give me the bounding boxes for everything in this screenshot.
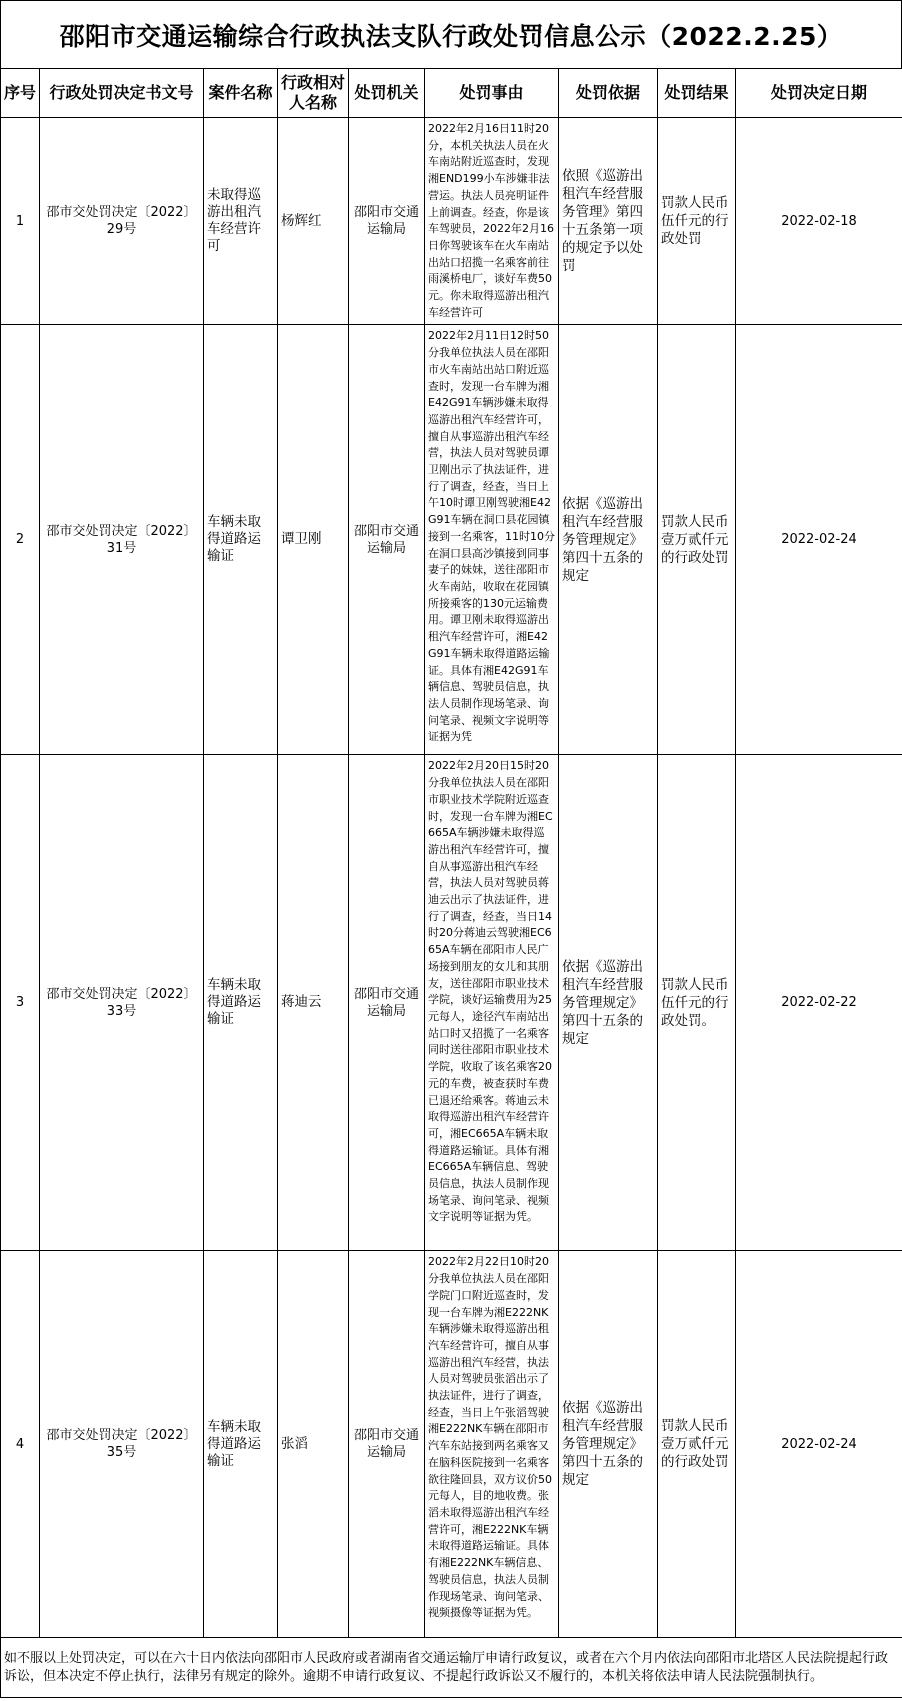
header-row bbox=[1, 69, 902, 118]
cell-basis: 依据《巡游出租汽车经营服务管理规定》第四十五条的规定 bbox=[559, 1251, 658, 1638]
cell-doc-no: 邵市交处罚决定〔2022〕31号 bbox=[40, 325, 204, 755]
cell-date: 2022-02-24 bbox=[736, 1251, 902, 1638]
cell-result: 罚款人民币伍仟元的行政处罚 bbox=[658, 118, 736, 325]
cell-seq: 3 bbox=[1, 755, 40, 1251]
footer-row bbox=[1, 1638, 902, 1698]
cell-result: 罚款人民币壹万贰仟元的行政处罚 bbox=[658, 325, 736, 755]
table-row bbox=[1, 755, 902, 1251]
cell-doc-no: 邵市交处罚决定〔2022〕35号 bbox=[40, 1251, 204, 1638]
header-case-name: 案件名称 bbox=[204, 69, 278, 118]
cell-reason: 2022年2月16日11时20分，本机关执法人员在火车南站附近巡查时，发现湘END199小车涉嫌非法营运。执法人员亮明证件上前调查。经查，你是该车驾驶员，2022年2月16日你驾驶该车在火车南站出站口招揽一名乘客前往雨溪桥电厂，谈好车费50元。你未取得巡游出租汽车经营许可 bbox=[425, 118, 559, 325]
table-row bbox=[1, 118, 902, 325]
header-seq: 序号 bbox=[1, 69, 40, 118]
header-doc-no: 行政处罚决定书文号 bbox=[40, 69, 204, 118]
cell-case-name: 车辆未取得道路运输证 bbox=[204, 325, 278, 755]
cell-result: 罚款人民币壹万贰仟元的行政处罚 bbox=[658, 1251, 736, 1638]
cell-seq: 2 bbox=[1, 325, 40, 755]
cell-basis: 依据《巡游出租汽车经营服务管理规定》第四十五条的规定 bbox=[559, 325, 658, 755]
cell-seq: 1 bbox=[1, 118, 40, 325]
cell-reason: 2022年2月22日10时20分我单位执法人员在邵阳学院门口附近巡查时，发现一台车牌为湘E222NK车辆涉嫌未取得巡游出租汽车经营许可，擅自从事巡游出租汽车经营，执法人员对驾驶员张滔出示了执法证件，进行了调查，经查，当日上午张滔驾驶湘E222NK车辆在邵阳市汽车东站接到两名乘客又在脑科医院接到一名乘客欲往隆回县，双方议价50元每人，目的地收费。张滔未取得巡游出租汽车经营许可，湘E222NK车辆未取得道路运输证。具体有湘E222NK车辆信息、驾驶员信息，执法人员制作现场笔录、询问笔录、视频摄像等证据为凭。 bbox=[425, 1251, 559, 1638]
cell-basis: 依据《巡游出租汽车经营服务管理规定》第四十五条的规定 bbox=[559, 755, 658, 1251]
table-row bbox=[1, 1251, 902, 1638]
page-title: 邵阳市交通运输综合行政执法支队行政处罚信息公示（2022.2.25） bbox=[0, 0, 902, 68]
header-date: 处罚决定日期 bbox=[736, 69, 902, 118]
cell-case-name: 未取得巡游出租汽车经营许可 bbox=[204, 118, 278, 325]
header-authority: 处罚机关 bbox=[349, 69, 425, 118]
cell-seq: 4 bbox=[1, 1251, 40, 1638]
cell-reason: 2022年2月20日15时20分我单位执法人员在邵阳市职业技术学院附近巡查时，发现一台车牌为湘EC665A车辆涉嫌未取得巡游出租汽车经营许可，擅自从事巡游出租汽车经营，执法人员对驾驶员蒋迪云出示了执法证件，进行了调查，经查，当日14时20分蒋迪云驾驶湘EC665A车辆在邵阳市人民广场接到朋友的女儿和其朋友，送往邵阳市职业技术学院，谈好运输费用为25元每人，途径汽车南站出站口时又招揽了一名乘客同时送往邵阳市职业技术学院，收取了该名乘客20元的车费，被查获时车费已退还给乘客。蒋迪云未取得巡游出租汽车经营许可，湘EC665A车辆未取得道路运输证。具体有湘EC665A车辆信息、驾驶员信息，执法人员制作现场笔录、询问笔录、视频文字说明等证据为凭。 bbox=[425, 755, 559, 1251]
header-result: 处罚结果 bbox=[658, 69, 736, 118]
cell-reason: 2022年2月11日12时50分我单位执法人员在邵阳市火车南站出站口附近巡查时，发现一台车牌为湘E42G91车辆涉嫌未取得巡游出租汽车经营许可，擅自从事巡游出租汽车经营，执法人员对驾驶员谭卫刚出示了执法证件，进行了调查，经查，当日上午10时谭卫刚驾驶湘E42G91车辆在洞口县花园镇接到一名乘客，11时10分在洞口县高沙镇接到同事妻子的妹妹，送往邵阳市火车南站，收取在花园镇所接乘客的130元运输费用。谭卫刚未取得巡游出租汽车经营许可，湘E42G91车辆未取得道路运输证。具体有湘E42G91车辆信息、驾驶员信息，执法人员制作现场笔录、询问笔录、视频文字说明等证据为凭 bbox=[425, 325, 559, 755]
cell-authority: 邵阳市交通运输局 bbox=[349, 325, 425, 755]
header-party: 行政相对人名称 bbox=[278, 69, 349, 118]
cell-doc-no: 邵市交处罚决定〔2022〕33号 bbox=[40, 755, 204, 1251]
cell-doc-no: 邵市交处罚决定〔2022〕29号 bbox=[40, 118, 204, 325]
table-row bbox=[1, 325, 902, 755]
cell-basis: 依照《巡游出租汽车经营服务管理》第四十五条第一项的规定予以处罚 bbox=[559, 118, 658, 325]
cell-authority: 邵阳市交通运输局 bbox=[349, 755, 425, 1251]
cell-case-name: 车辆未取得道路运输证 bbox=[204, 755, 278, 1251]
cell-party: 谭卫刚 bbox=[278, 325, 349, 755]
footer-note: 如不服以上处罚决定，可以在六十日内依法向邵阳市人民政府或者湖南省交通运输厅申请行政复议，或者在六个月内依法向邵阳市北塔区人民法院提起行政诉讼，但本决定不停止执行，法律另有规定的除外。逾期不申请行政复议、不提起行政诉讼又不履行的，本机关将依法申请人民法院强制执行。 bbox=[1, 1638, 902, 1698]
cell-authority: 邵阳市交通运输局 bbox=[349, 118, 425, 325]
cell-party: 张滔 bbox=[278, 1251, 349, 1638]
cell-result: 罚款人民币伍仟元的行政处罚。 bbox=[658, 755, 736, 1251]
cell-authority: 邵阳市交通运输局 bbox=[349, 1251, 425, 1638]
cell-date: 2022-02-22 bbox=[736, 755, 902, 1251]
cell-party: 杨辉红 bbox=[278, 118, 349, 325]
header-reason: 处罚事由 bbox=[425, 69, 559, 118]
cell-case-name: 车辆未取得道路运输证 bbox=[204, 1251, 278, 1638]
header-basis: 处罚依据 bbox=[559, 69, 658, 118]
cell-party: 蒋迪云 bbox=[278, 755, 349, 1251]
cell-date: 2022-02-24 bbox=[736, 325, 902, 755]
penalty-table bbox=[0, 68, 902, 1698]
cell-date: 2022-02-18 bbox=[736, 118, 902, 325]
